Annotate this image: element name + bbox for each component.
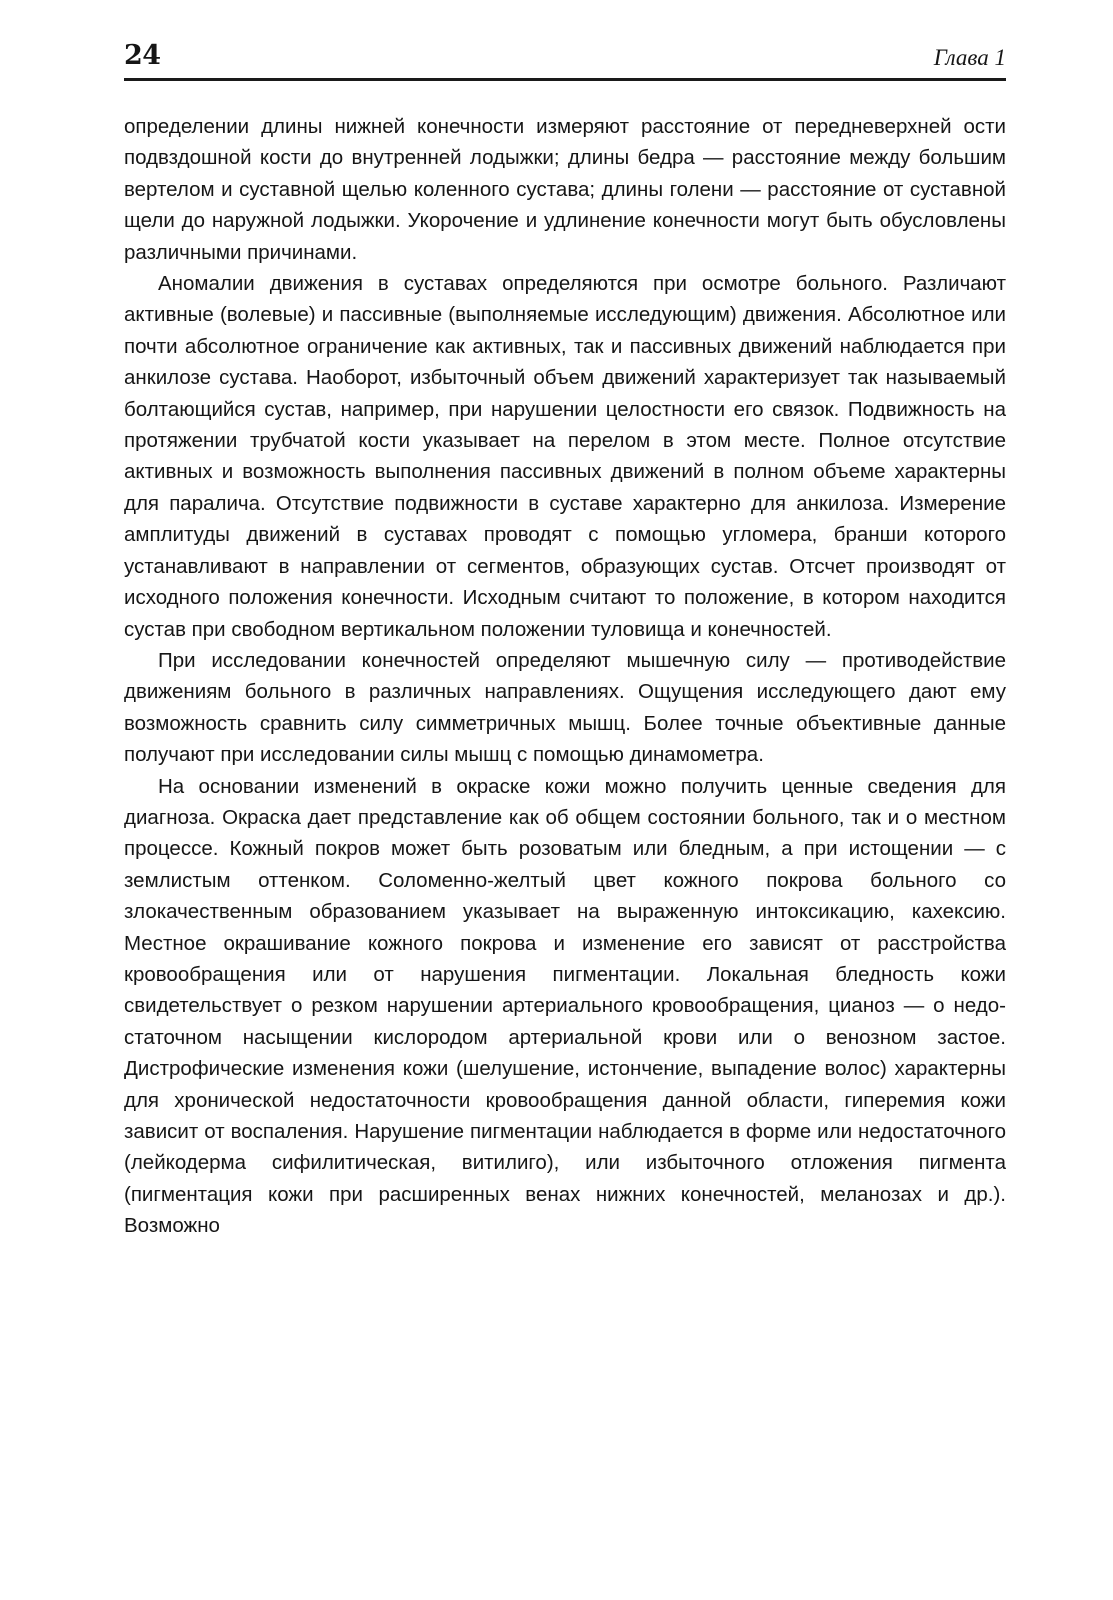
chapter-title: Глава 1 [933, 45, 1006, 70]
page-number: 24 [124, 40, 161, 71]
paragraph-skin-color: На основании изменений в окраске кожи можно получить ценные сведения для диагноза. Окраска дает представление как об общем состоянии больного, так и о местном процессе. Кожный покров может быть розоватым или бледным, а при истощении — с землистым оттенком. Соломенно-желтый цвет кожного покрова больного со злокачественным образованием указывает на выраженную интоксикацию, кахексию. Местное окрашивание кожного покрова и изменение его зависят от расстройства кровообращения или от нарушения пигментации. Локальная бледность кожи свидетельствует о резком нарушении артериального кровообращения, цианоз — о недостаточном насыщении кислородом артериальной крови или о венозном застое. Дистрофические изменения кожи (шелушение, истончение, выпадение волос) характерны для хронической недостаточности кровообращения данной области, гиперемия кожи зависит от воспаления. Нарушение пигментации наблюдается в форме или недостаточного (лейкодерма сифилитическая, витилиго), или избыточного отложения пигмента (пигментация кожи при расширенных венах нижних конечностей, меланозах и др.). Возможно [124, 774, 1006, 1238]
book-page [124, 38, 1006, 1242]
body-text [124, 111, 1006, 1242]
paragraph-limb-length: определении длины нижней конечности измеряют расстояние от передневерхней ости подвздошной кости до внутренней лодыжки; длины бедра — расстояние между большим вертелом и суставной щелью коленного сустава; длины голени — расстояние от суставной щели до наружной лодыжки. Укорочение и удлинение конечности могут быть обусловлены различными причинами. [124, 115, 1006, 264]
paragraph-muscle-strength: При исследовании конечностей определяют мышечную силу — противодействие движениям больного в различных направлениях. Ощущения исследующего дают ему возможность сравнить силу симметричных мышц. Более точные объективные данные получают при исследовании силы мышц с помощью динамометра. [124, 648, 1006, 767]
paragraph-joint-movement: Аномалии движения в суставах определяются при осмотре больного. Различают активные (волевые) и пассивные (выполняемые исследующим) движения. Абсолютное или почти абсолютное ограничение как активных, так и пассивных движений наблюдается при анкилозе сустава. Наоборот, избыточный объем движений характеризует так называемый болтающийся сустав, например, при нарушении целостности его связок. Подвижность на протяжении трубчатой кости указывает на перелом в этом месте. Полное отсутствие активных и возможность выполнения пассивных движений в полном объеме характерны для паралича. Отсутствие подвижности в суставе характерно для анкилоза. Измерение амплитуды движений в суставах проводят с помощью угломера, бранши которого устанавливают в направлении от сегментов, образующих сустав. Отсчет производят от исходного положения конечности. Исходным считают то положение, в котором находится сустав при свободном вертикальном положении туловища и конечностей. [124, 272, 1006, 641]
running-header [124, 38, 1006, 81]
